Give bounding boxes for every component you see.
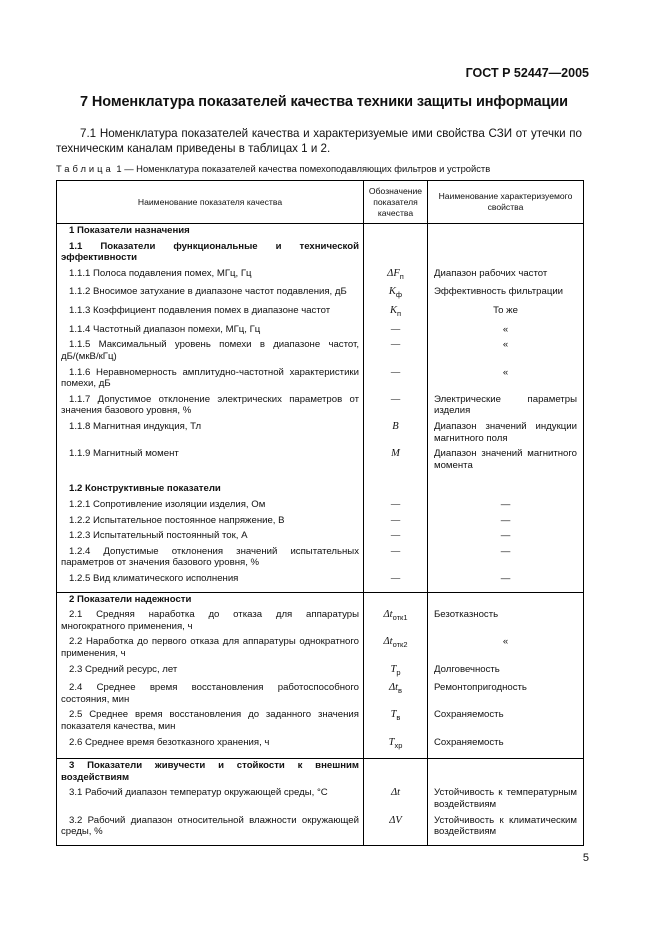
indicator-symbol-main: — [390,366,401,378]
indicator-symbol [364,366,427,393]
table-caption-text: 1 — Номенклатура показателей качества помехоподавляющих фильтров и устройств [113,163,491,174]
indicator-symbol [364,323,427,339]
property-name: Безотказность [434,609,499,621]
table-group [57,759,584,846]
table-header-row [57,181,584,224]
indicator-symbol [364,529,427,545]
indicator-symbol-main: K [389,305,397,317]
indicator-name: 2 Показатели надежности [69,593,192,605]
property-name [428,224,583,240]
indicator-symbol [364,224,427,240]
indicator-symbol [364,759,427,786]
property-name: Долговечность [434,663,500,675]
indicator-symbol-main: Δt [390,787,401,799]
indicator-name: 1.1.1 Полоса подавления помех, МГц, Гц [69,267,252,279]
indicator-symbol-main: B [392,421,399,432]
property-name: « [502,366,509,378]
section-title: 7 Номенклатура показателей качества техники защиты информации [80,94,568,110]
indicator-name: 1.2 Конструктивные показатели [69,483,221,495]
indicator-name-cell [57,224,364,593]
table-group [57,224,584,593]
property-name: Диапазон значений индукции магнитного поля [434,421,577,444]
indicator-name: 1.1.7 Допустимое отклонение электрических параметров от значения базового уровня, % [61,393,359,417]
indicator-symbol-main: — [390,545,401,557]
indicator-symbol-main: — [390,323,401,335]
indicator-symbol-main: — [390,514,401,526]
intro-paragraph: 7.1 Номенклатура показателей качества и характеризуемые ими свойства СЗИ от утечки по техническим каналам приведены в таблицах 1 и 2. [56,127,582,155]
document-code: ГОСТ Р 52447—2005 [465,66,589,80]
indicator-name: 1.1.9 Магнитный момент [69,448,179,460]
indicator-symbol-subscript: в [396,713,401,723]
indicator-symbol-main: — [390,530,401,542]
property-name: — [500,498,511,510]
indicator-symbol [364,635,427,662]
indicator-name: 1.1.4 Частотный диапазон помехи, МГц, Гц [69,323,261,335]
property-cell [428,224,584,593]
indicator-symbol-subscript: хр [394,740,403,750]
indicator-name: 2.5 Среднее время восстановления до заданного значения показателя качества, мин [61,709,359,732]
indicator-name: 2.3 Средний ресурс, лет [69,663,178,675]
indicator-symbol-main: M [391,448,400,460]
indicator-name: 1.2.5 Вид климатического исполнения [69,572,239,584]
indicator-name-cell [57,759,364,846]
property-name [428,482,583,498]
indicators-table [56,180,584,846]
property-name: То же [493,305,518,317]
indicator-symbol-main: — [390,339,401,351]
indicator-symbol [364,608,427,635]
property-name: Сохраняемость [434,736,504,748]
indicator-name: 1.1.8 Магнитная индукция, Тл [69,421,202,432]
indicator-name: 3.2 Рабочий диапазон относительной влажности окружающей среды, % [61,814,359,838]
property-name: — [500,572,511,584]
property-name: — [500,545,511,557]
indicator-name: 3 Показатели живучести и стойкости к внешним воздействиям [61,760,359,783]
indicator-symbol-cell [364,224,428,593]
property-name: — [500,514,511,526]
property-name: Электрические параметры изделия [434,393,577,417]
indicator-symbol-subscript: п [399,271,404,281]
indicator-symbol-main: T [388,736,395,748]
indicator-symbol-main: T [390,663,397,675]
indicator-symbol-main: T [390,709,397,721]
property-name [428,593,583,609]
indicator-name: 1.1.5 Максимальный уровень помехи в диапазоне частот, дБ/(мкВ/кГц) [61,339,359,363]
indicator-symbol [364,285,427,304]
indicator-symbol [364,786,427,813]
indicator-symbol [364,593,427,609]
table-group [57,592,584,759]
indicator-symbol [364,736,427,755]
indicator-name: 2.1 Средняя наработка до отказа для аппаратуры многократного применения, ч [61,609,359,632]
header-indicator-symbol: Обозначение показателя качества [364,181,428,224]
indicator-name: 1.2.3 Испытательный постоянный ток, А [69,530,248,542]
indicator-name: 1.1.2 Вносимое затухание в диапазоне частот подавления, дБ [69,286,347,298]
property-name: Устойчивость к климатическим воздействиям [434,814,577,838]
indicator-symbol-subscript: ф [395,290,403,300]
indicator-symbol [364,447,427,474]
indicator-name-cell [57,592,364,759]
property-name: Сохраняемость [434,709,504,721]
indicator-symbol [364,498,427,514]
property-name: Диапазон рабочих частот [434,267,548,279]
indicator-symbol [364,420,427,447]
indicator-symbol [364,267,427,286]
indicator-symbol-subscript: в [398,686,403,696]
property-name: « [502,636,509,648]
property-name: Эффективность фильтрации [434,286,564,298]
indicator-symbol-main: — [390,498,401,510]
indicator-symbol-main: Δt [388,682,399,694]
property-name: Диапазон значений магнитного момента [434,448,577,471]
indicator-symbol [364,663,427,682]
property-name: « [502,323,509,335]
indicator-symbol [364,240,427,267]
property-cell [428,759,584,846]
property-name: Устойчивость к температурным воздействиям [434,787,577,811]
indicator-symbol [364,545,427,572]
table-body [57,224,584,846]
indicator-symbol [364,393,427,420]
header-indicator-name: Наименование показателя качества [57,181,364,224]
indicator-symbol [364,482,427,498]
indicator-name: 2.6 Среднее время безотказного хранения, ч [69,736,270,748]
property-name [428,759,583,786]
indicator-symbol [364,304,427,323]
property-name: — [500,530,511,542]
indicator-symbol-subscript: отк1 [392,613,408,623]
property-name: Ремонтопригодность [434,682,527,694]
indicator-name: 1.1.3 Коэффициент подавления помех в диапазоне частот [69,305,331,317]
indicator-symbol [364,514,427,530]
indicator-symbol-main: — [390,393,401,405]
indicator-symbol [364,708,427,735]
indicator-name: 3.1 Рабочий диапазон температур окружающей среды, °С [69,787,328,799]
indicator-name: 1.2.1 Сопротивление изоляции изделия, Ом [69,498,266,510]
indicator-name: 2.2 Наработка до первого отказа для аппаратуры однократного применения, ч [61,636,359,659]
indicator-symbol-main: Δt [383,609,393,621]
indicator-symbol-cell [364,592,428,759]
indicator-symbol-main: ΔV [389,814,402,826]
table-caption [56,163,490,174]
property-cell [428,592,584,759]
indicator-symbol-subscript: п [396,309,402,319]
indicator-symbol-subscript: отк2 [392,640,408,650]
indicator-symbol-cell [364,759,428,846]
table-caption-prefix: Таблица [56,163,114,174]
indicator-name: 1 Показатели назначения [69,225,190,236]
indicator-symbol [364,814,427,841]
indicator-symbol [364,338,427,365]
indicator-symbol [364,681,427,708]
indicator-name: 1.1 Показатели функциональные и технической эффективности [61,240,359,264]
indicator-symbol-main: ΔF [387,267,400,279]
indicator-name: 1.2.2 Испытательное постоянное напряжение, В [69,514,285,526]
indicator-symbol-subscript: р [396,667,401,677]
indicator-name: 2.4 Среднее время восстановления работоспособного состояния, мин [61,682,359,705]
indicator-name: 1.1.6 Неравномерность амплитудно-частотной характеристики помехи, дБ [61,366,359,390]
indicator-symbol-main: K [388,286,396,298]
header-property-name: Наименование характеризуемого свойства [428,181,584,224]
property-name: « [502,339,509,351]
indicator-symbol [364,572,427,588]
indicator-symbol-main: — [390,572,401,584]
indicator-symbol-main: Δt [383,636,393,648]
page-number: 5 [582,852,589,864]
indicator-name: 1.2.4 Допустимые отклонения значений испытательных параметров от значения базового уровня, % [61,545,359,569]
property-name [428,240,583,267]
